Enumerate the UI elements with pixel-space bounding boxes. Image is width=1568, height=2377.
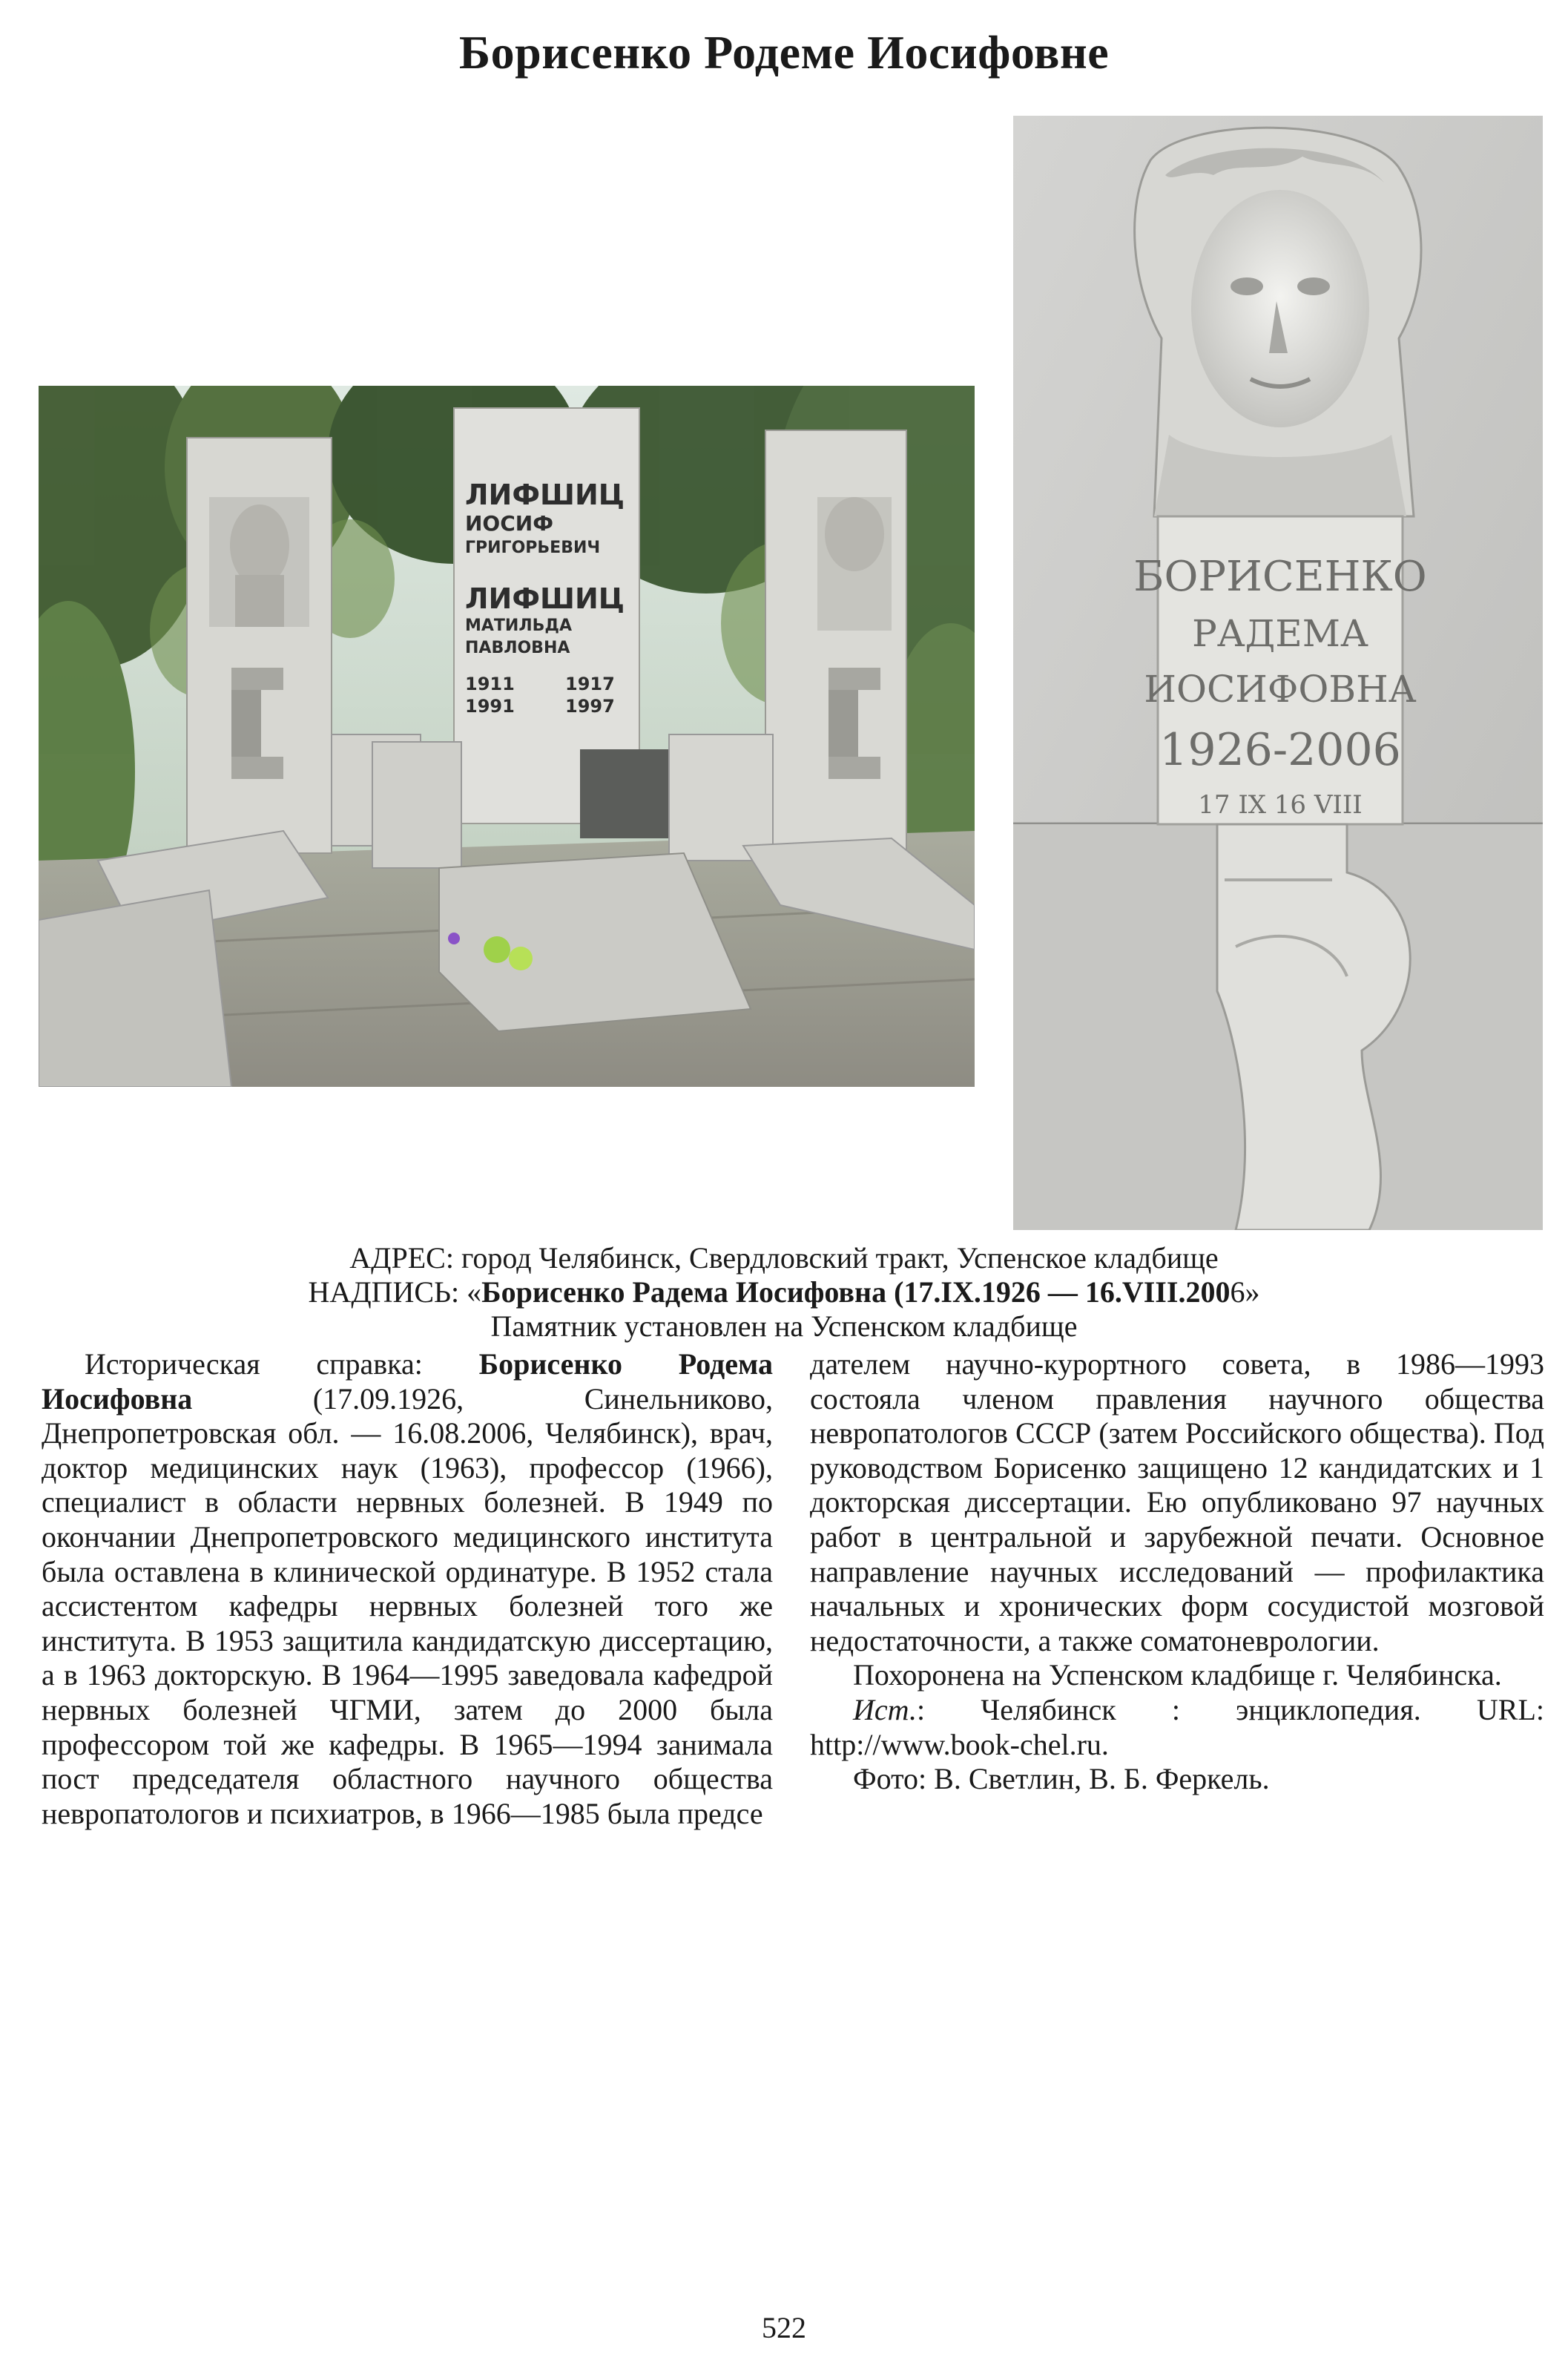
plaque-years: 1926-2006 [1159, 724, 1401, 776]
plaque-patronymic: ИОСИФОВНА [1144, 668, 1417, 711]
stele-patronymic-2: ПАВЛОВНА [465, 639, 570, 657]
stele-surname-1: ЛИФШИЦ [465, 479, 625, 511]
plaque-name: РАДЕМА [1192, 612, 1368, 655]
biography-paragraph [42, 1347, 773, 1831]
plaque-surname: БОРИСЕНКО [1133, 553, 1427, 601]
body-column-right [810, 1347, 1544, 1797]
biography-label: Историческая справка: [85, 1347, 479, 1381]
burial-paragraph: Похоронена на Успенском кладбище г. Челябинска. [853, 1658, 1502, 1692]
biography-text-part-1: (17.09.1926, Синельниково, Днепропетровская обл. — 16.08.2006, Челябинск), врач, доктор медицинских наук (1963), профессор (1966), специалист в области нервных болезней. В 1949 по окончании Днепропетровского медицинского института была оставлена в клинической ординатуре. В 1952 стала ассистентом кафедры нервных болезней того же института. В 1953 защитила кандидатскую диссертацию, а в 1963 докторскую. В 1964—1995 заведовала кафедрой нервных болезней ЧГМИ, затем до 2000 была профессором той же кафедры. В 1965—1994 занимала пост председателя областного научного общества невропатологов и психиатров, в 1966—1985 была предсе [42, 1381, 773, 1830]
installed-caption: Памятник установлен на Успенском кладбище [490, 1309, 1078, 1343]
cemetery-photo-illustration [39, 386, 975, 1087]
stele-dates-right-2: 1997 [565, 696, 615, 717]
stele-name-2: МАТИЛЬДА [465, 617, 572, 635]
biography-continuation [810, 1347, 1544, 1658]
inscription-caption [0, 1275, 1568, 1309]
bust-photo-illustration [1013, 116, 1543, 1230]
source-label: Ист. [853, 1692, 918, 1726]
page-number: 522 [762, 2311, 806, 2344]
stele-dates-left-1: 1911 [465, 674, 515, 694]
stele-surname-2: ЛИФШИЦ [465, 582, 625, 615]
inscription-prefix: НАДПИСЬ: « [308, 1275, 482, 1309]
address-caption: АДРЕС: город Челябинск, Свердловский тракт, Успенское кладбище [349, 1241, 1219, 1275]
body-column-left [42, 1347, 773, 1831]
plaque-dates: 17 IX 16 VIII [1198, 790, 1363, 820]
stele-name-1: ИОСИФ [465, 511, 553, 536]
photo-credit: Фото: В. Светлин, В. Б. Феркель. [853, 1762, 1270, 1796]
inscription-suffix: 6» [1230, 1275, 1260, 1309]
biography-text-part-2: дателем научно-курортного совета, в 1986—1993 состояла членом правления научного общества невропатологов СССР (затем Российского общества). Под руководством Борисенко защищено 12 кандидатских и 1 докторская диссертации. Ею опубликовано 97 научных работ в центральной и зарубежной печати. Основное направление научных исследований — профилактика начальных и хронических форм сосудистой мозговой недостаточности, а также соматоневрологии. [810, 1347, 1544, 1657]
inscription-text: Борисенко Радема Иосифовна (17.IX.1926 — 16.VIII.200 [481, 1275, 1231, 1309]
stele-dates-right-1: 1917 [565, 674, 615, 694]
stele-patronymic-1: ГРИГОРЬЕВИЧ [465, 539, 601, 557]
biography-name: Борисенко Родема Иосифовна [42, 1347, 773, 1416]
bust-photo [1013, 116, 1543, 1230]
stele-dates-left-2: 1991 [465, 696, 515, 717]
source-paragraph [810, 1693, 1544, 1762]
source-text: : Челябинск : энциклопедия. URL: http://www.book-chel.ru. [810, 1692, 1544, 1761]
cemetery-photo [39, 386, 975, 1087]
page-title: Борисенко Родеме Иосифовне [458, 26, 1110, 79]
